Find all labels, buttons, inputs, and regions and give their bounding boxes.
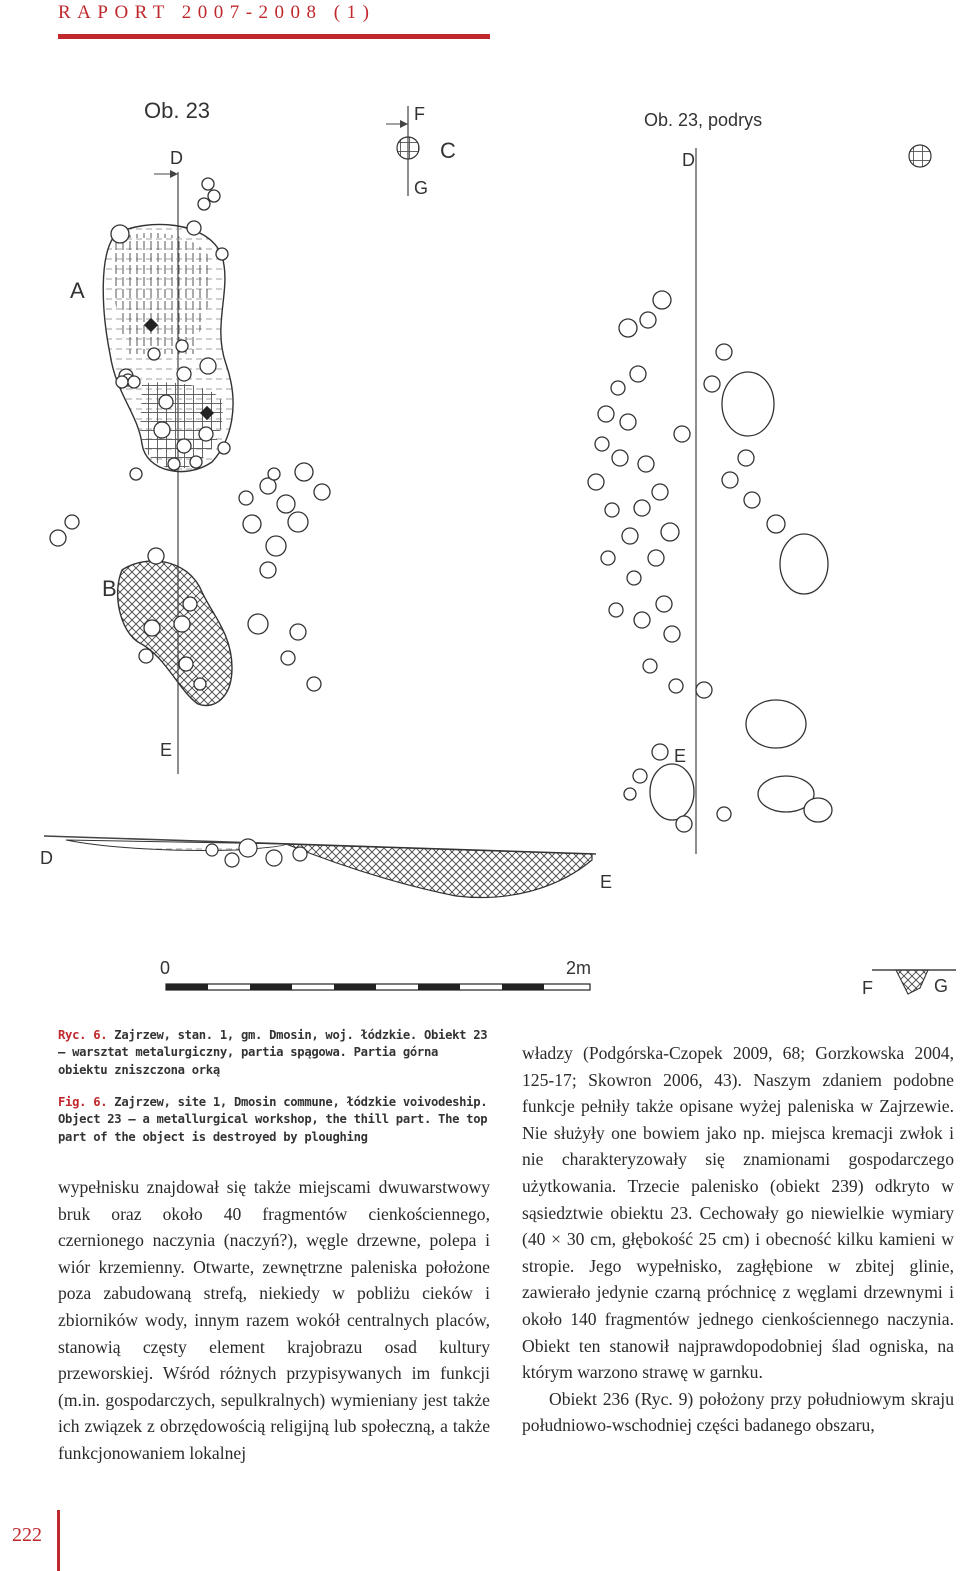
body-column-right — [522, 1040, 954, 1439]
section-fg-top — [386, 104, 456, 198]
caption-en-tag: Fig. 6. — [58, 1095, 108, 1109]
left-paragraph: wypełnisku znajdował się także miejscami dwuwarstwowy bruk oraz około 40 fragmentów cienkościennego, czernionego naczynia (naczyń?), węgle drzewne, polepa i wiór krzemienny. Otwarte, zewnętrzne paleniska położone poza zabudowaną strefą, niekiedy w pobliżu cieków i zbiorników wody, innym razem wokół centralnych placów, stanowią częsty element krajobrazu osad kultury przeworskiej. Wśród różnych przypisywanych im funkcji (m.in. gospodarczych, sepulkralnych) wymieniany jest także ich związek z obrzędowością religijną lub społeczną, a także funkcjonowaniem lokalnej — [58, 1177, 490, 1463]
top-point-g: G — [414, 178, 429, 198]
section-fg-bottom — [862, 970, 956, 998]
right-plan — [588, 145, 931, 854]
left-plan-title: Ob. 23 — [144, 98, 211, 123]
right-paragraph-2: Obiekt 236 (Ryc. 9) położony przy południowym skraju południowo-wschodniej części badanego obszaru, — [522, 1388, 954, 1436]
section-point-e: E — [600, 872, 613, 892]
caption-polish — [58, 1027, 488, 1079]
zone-b-label: B — [102, 576, 117, 601]
right-plan-title: Ob. 23, podrys — [644, 110, 763, 130]
left-point-e: E — [160, 740, 173, 760]
bottom-point-g: G — [934, 976, 949, 996]
scale-bar — [160, 958, 591, 990]
page-number: 222 — [12, 1524, 42, 1546]
running-header: RAPORT 2007-2008 (1) — [58, 2, 376, 23]
bottom-point-f: F — [862, 978, 873, 998]
section-de — [40, 836, 612, 898]
right-point-e: E — [674, 746, 687, 766]
body-column-left — [58, 1174, 490, 1467]
left-plan — [50, 148, 330, 774]
archaeological-plan-figure — [36, 84, 960, 1004]
right-point-d: D — [682, 150, 695, 170]
section-point-d: D — [40, 848, 53, 868]
left-point-d: D — [170, 148, 183, 168]
scale-start: 0 — [160, 958, 171, 978]
caption-pl-tag: Ryc. 6. — [58, 1028, 108, 1042]
caption-en-text: Zajrzew, site 1, Dmosin commune, łódzkie voivodeship. Object 23 – a metallurgical workshop, the thill part. The top part of the object is destroyed by ploughing — [58, 1095, 488, 1144]
point-c-label: C — [440, 138, 456, 163]
caption-pl-text: Zajrzew, stan. 1, gm. Dmosin, woj. łódzkie. Obiekt 23 – warsztat metalurgiczny, partia spągowa. Partia górna obiektu zniszczona orką — [58, 1028, 488, 1077]
caption-english — [58, 1094, 488, 1146]
header-rule — [58, 34, 490, 39]
zone-a-label: A — [70, 278, 85, 303]
top-point-f: F — [414, 104, 425, 124]
page-number-rule — [57, 1510, 60, 1571]
scale-end: 2m — [566, 958, 592, 978]
right-paragraph-1: władzy (Podgórska-Czopek 2009, 68; Gorzkowska 2004, 125-17; Skowron 2006, 43). Naszym zdaniem podobne funkcje pełniły także opisane wyżej paleniska w Zajrzewie. Nie służyły one bowiem jako np. miejsca kremacji zwłok i nie charakteryzowały się znamionami gospodarczego użytkowania. Trzecie palenisko (obiekt 239) odkryto w sąsiedztwie obiektu 23. Cechowały go niewielkie wymiary (40 × 30 cm, głębokość 25 cm) i obecność kilku kamieni w stropie. Jego wypełnisko, zagłębione w zbitej glinie, zawierało jedynie czarną próchnicę z węglami drzewnymi i około 140 fragmentów jednego cienkościennego naczynia. Obiekt ten stanowił najprawdopodobniej ślad ogniska, na którym warzono strawę w garnku. — [522, 1043, 954, 1383]
plan-drawing — [36, 84, 960, 1004]
